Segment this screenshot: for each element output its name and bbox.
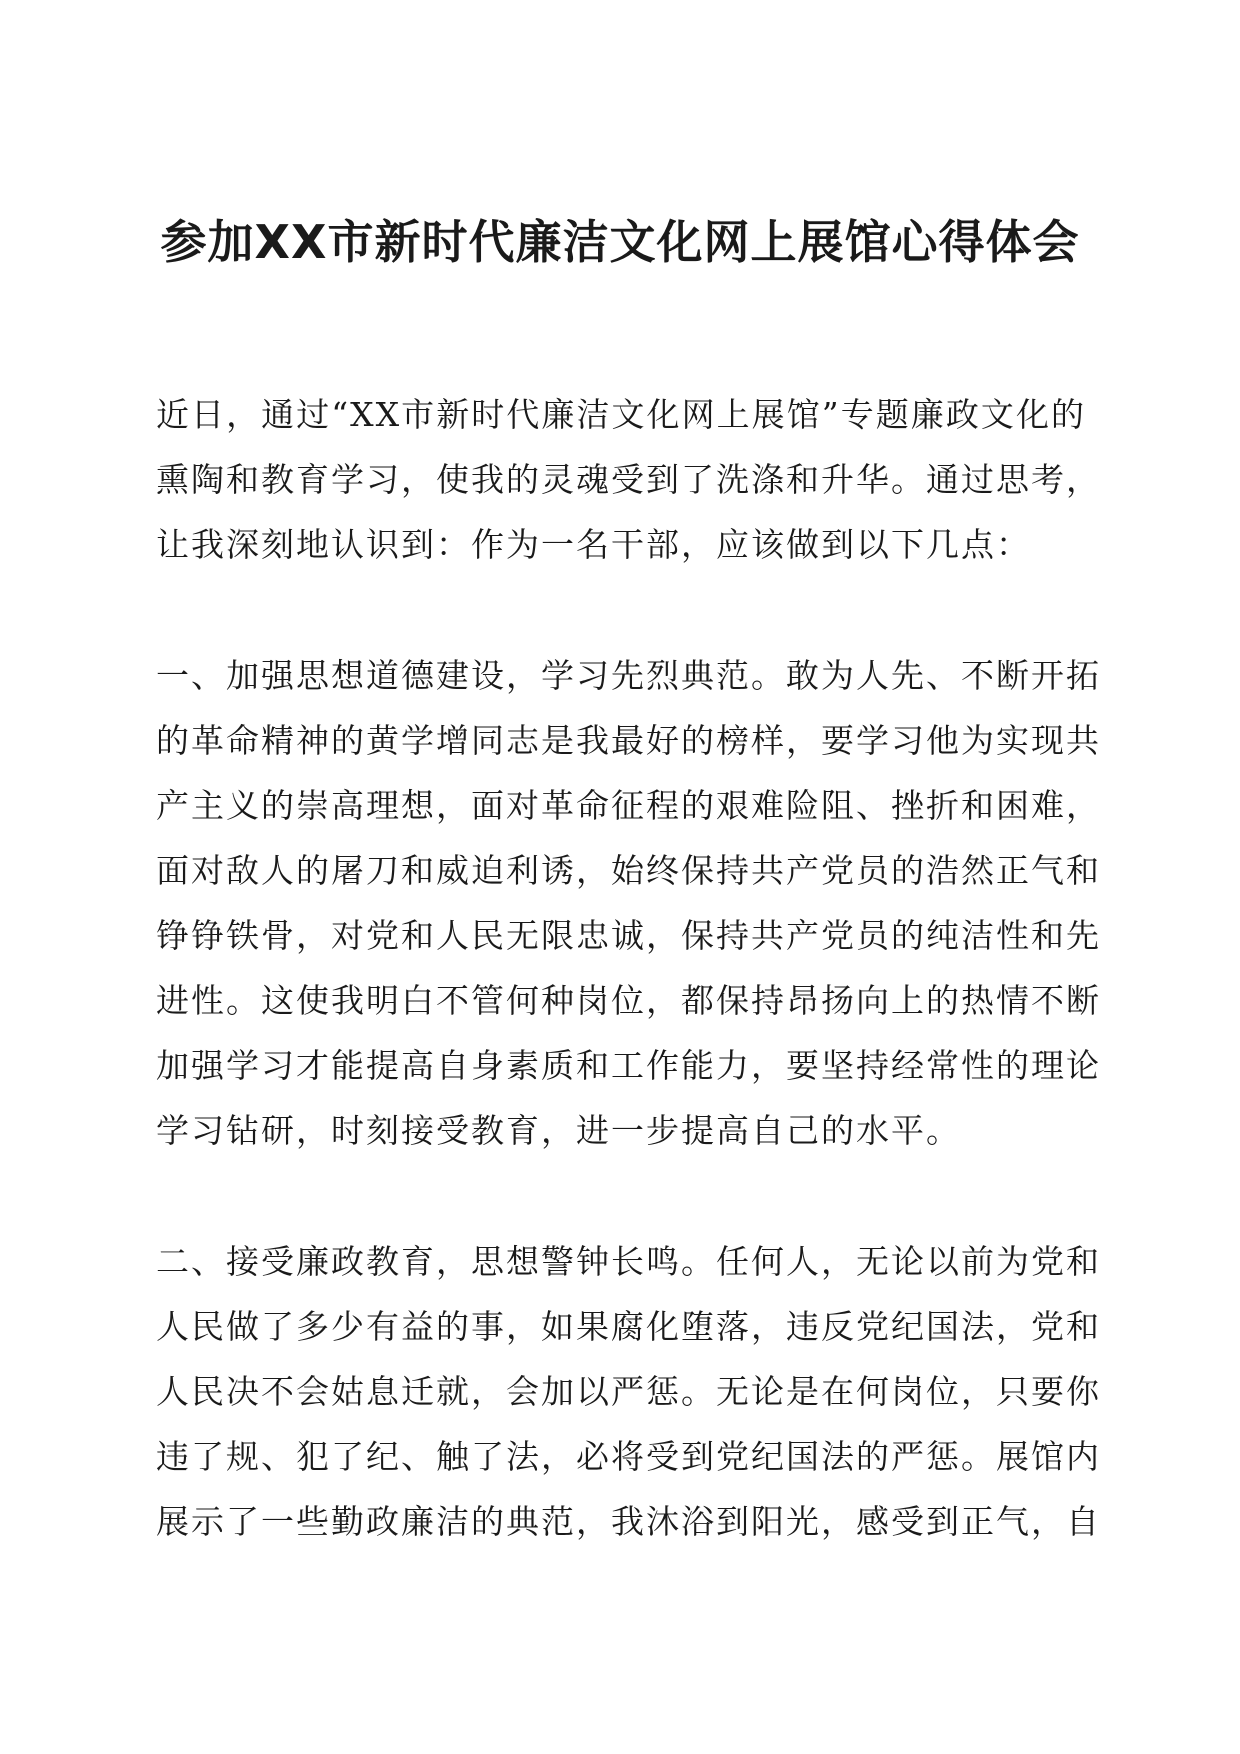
paragraph-section-two	[156, 1229, 1101, 1554]
text-line: 违了规、犯了纪、触了法，必将受到党纪国法的严惩。展馆内	[156, 1437, 1101, 1476]
document-title: 参加XX市新时代廉洁文化网上展馆心得体会	[160, 215, 1080, 269]
text-line: 人民做了多少有益的事，如果腐化堕落，违反党纪国法，党和	[156, 1307, 1101, 1346]
text-line: 铮铮铁骨，对党和人民无限忠诚，保持共产党员的纯洁性和先	[156, 916, 1101, 955]
text-line: 人民决不会姑息迁就，会加以严惩。无论是在何岗位，只要你	[156, 1372, 1101, 1411]
text-line: 面对敌人的屠刀和威迫利诱，始终保持共产党员的浩然正气和	[156, 851, 1101, 890]
text-line: 加强学习才能提高自身素质和工作能力，要坚持经常性的理论	[156, 1046, 1101, 1085]
text-line: 的革命精神的黄学增同志是我最好的榜样，要学习他为实现共	[156, 721, 1101, 760]
paragraph-section-one	[156, 643, 1101, 1163]
text-line: 熏陶和教育学习，使我的灵魂受到了洗涤和升华。通过思考，	[156, 460, 1101, 499]
paragraph-intro	[156, 382, 1101, 577]
text-line: 展示了一些勤政廉洁的典范，我沐浴到阳光，感受到正气，自	[156, 1502, 1101, 1541]
text-line: 进性。这使我明白不管何种岗位，都保持昂扬向上的热情不断	[156, 981, 1101, 1020]
text-line: 二、接受廉政教育，思想警钟长鸣。任何人，无论以前为党和	[156, 1242, 1101, 1281]
text-line: 产主义的崇高理想，面对革命征程的艰难险阻、挫折和困难，	[156, 786, 1101, 825]
text-line: 让我深刻地认识到：作为一名干部，应该做到以下几点：	[156, 525, 1031, 564]
text-line: 一、加强思想道德建设，学习先烈典范。敢为人先、不断开拓	[156, 656, 1101, 695]
document-body	[156, 382, 1101, 1554]
text-line: 学习钻研，时刻接受教育，进一步提高自己的水平。	[156, 1111, 961, 1150]
text-line: 近日，通过“XX市新时代廉洁文化网上展馆”专题廉政文化的	[156, 395, 1086, 434]
